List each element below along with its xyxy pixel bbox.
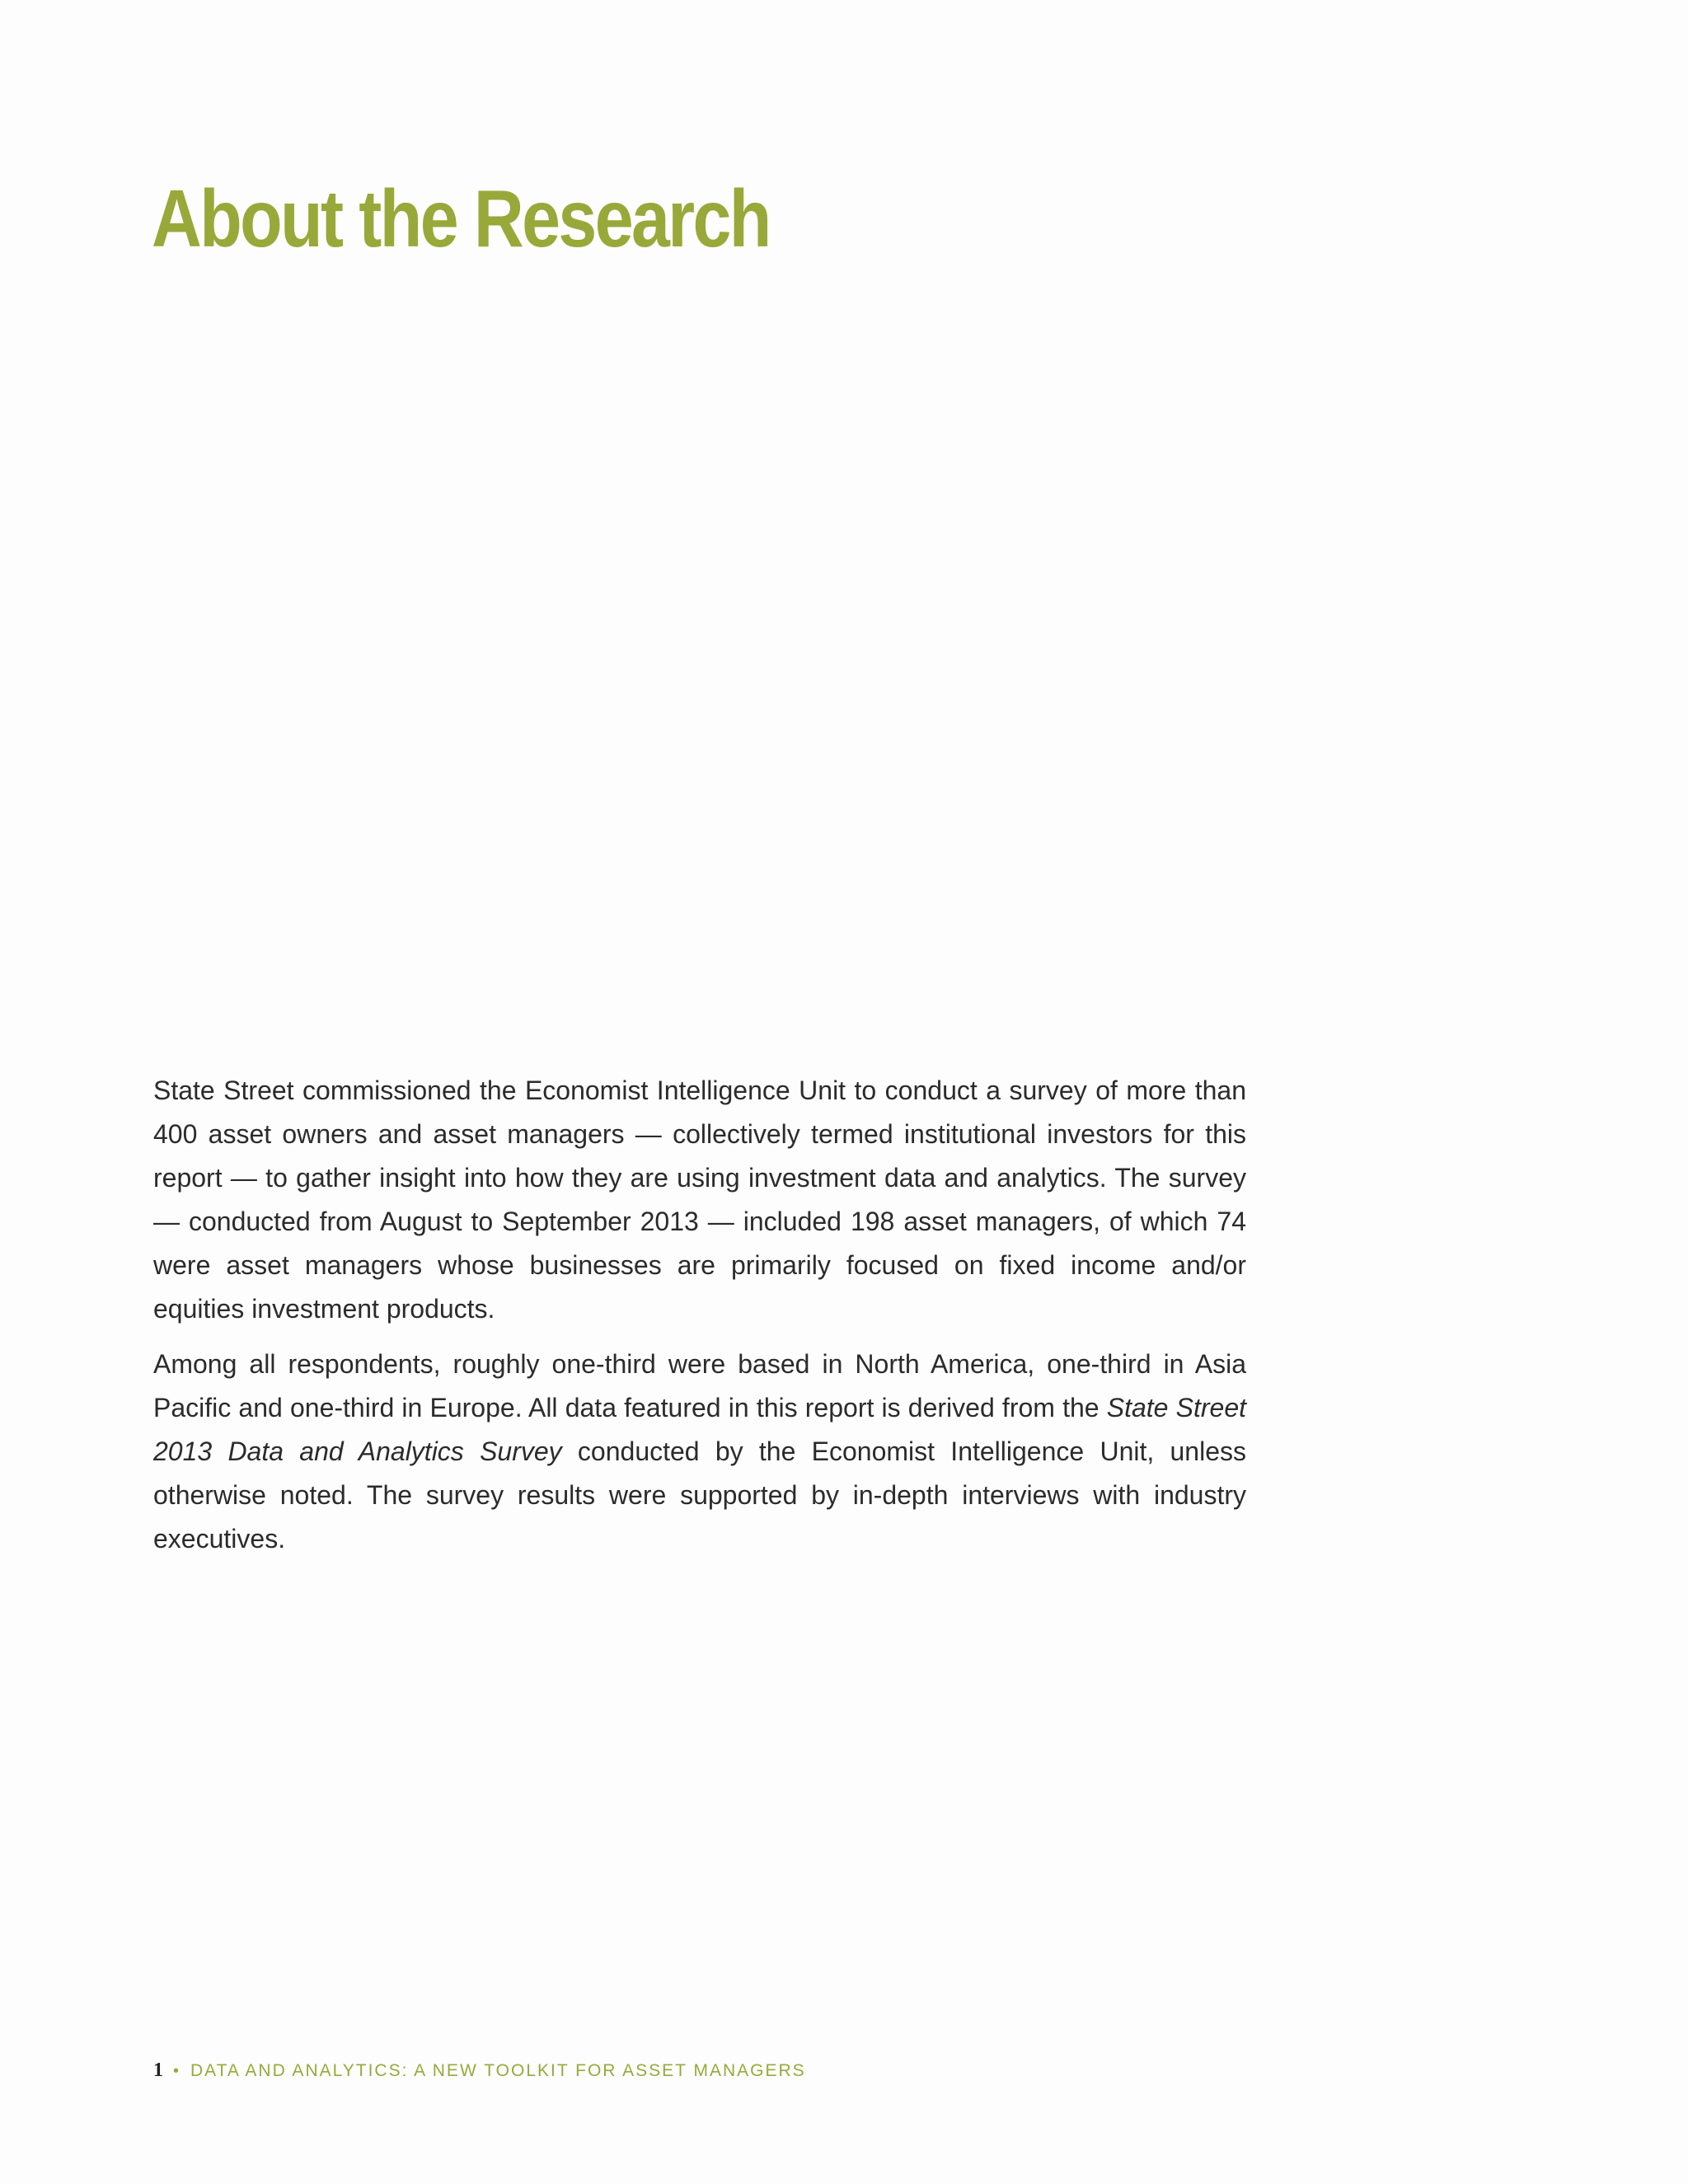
footer-report-title: DATA AND ANALYTICS: A NEW TOOLKIT FOR ASSET MANAGERS bbox=[190, 2061, 806, 2080]
body-text bbox=[153, 1069, 1246, 1572]
paragraph-1: State Street commissioned the Economist Intelligence Unit to conduct a survey of more than 400 asset owners and asset managers — collectively termed institutional investors for this report — to gather insight into how they are using investment data and analytics. The survey — conducted from August to September 2013 — included 198 asset managers, of which 74 were asset managers whose businesses are primarily focused on fixed income and/or equities investment products. bbox=[153, 1076, 1246, 1324]
paragraph-2-text-start: Among all respondents, roughly one-third were based in North America, one-third in Asia Pacific and one-third in Europe. All data featured in this report is derived from the bbox=[153, 1349, 1246, 1422]
paragraph-2-text-end: conducted by the Economist Intelligence Unit, unless otherwise noted. The survey results were supported by in-depth interviews with industry executives. bbox=[153, 1436, 1247, 1554]
survey-title-italic: State Street 2013 Data and Analytics Survey bbox=[153, 1393, 1247, 1466]
paragraph-2 bbox=[153, 1343, 1246, 1561]
page-title: About the Research bbox=[152, 173, 770, 264]
footer-bullet-separator: • bbox=[173, 2062, 180, 2080]
page-footer bbox=[153, 2058, 806, 2083]
page-number: 1 bbox=[153, 2060, 163, 2081]
